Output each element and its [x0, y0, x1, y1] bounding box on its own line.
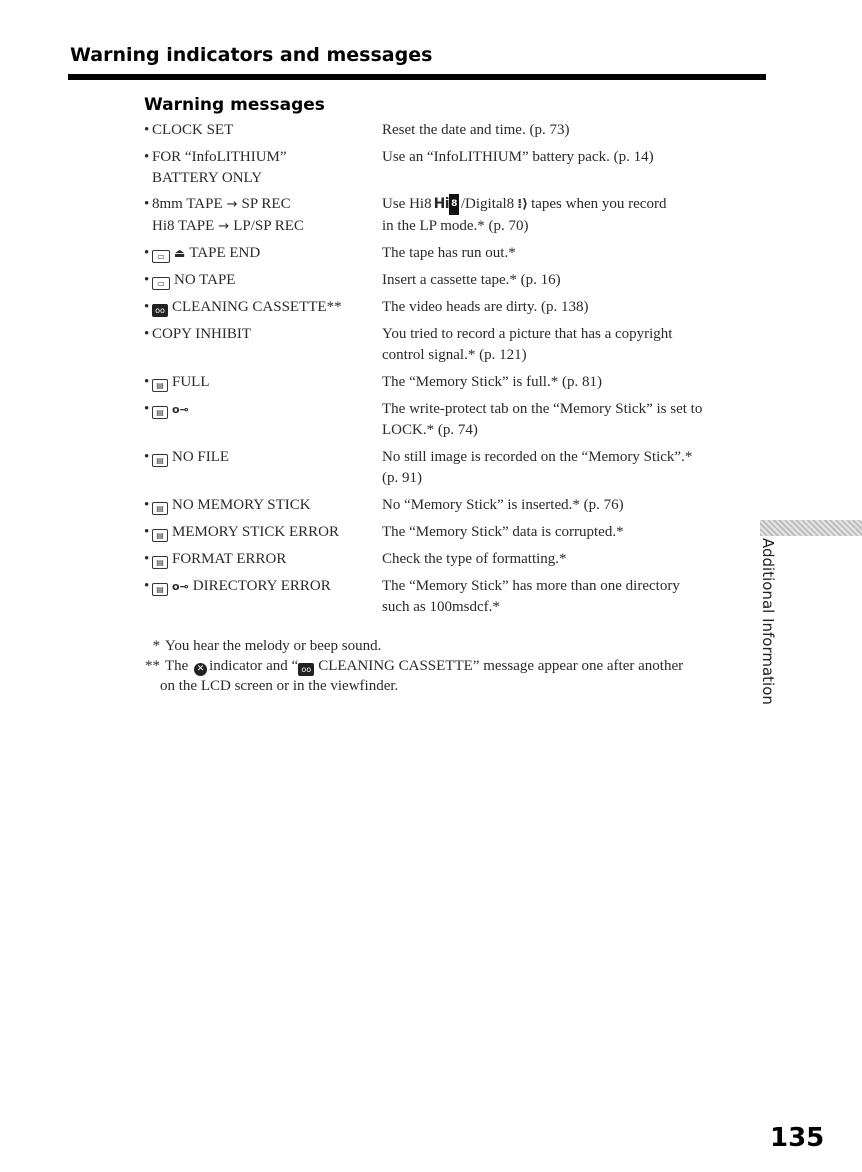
message-description: Check the type of formatting.* [382, 551, 567, 567]
arrow-right-icon: → [226, 197, 238, 212]
list-item [144, 120, 764, 147]
list-item [144, 495, 764, 522]
header-rule [68, 74, 766, 80]
message-text: Hi8 TAPE [152, 217, 215, 234]
message-description: tapes when you record [531, 196, 667, 212]
message-text: TAPE END [189, 245, 261, 261]
message-description: The “Memory Stick” is full.* (p. 81) [382, 374, 602, 390]
message-description: The tape has run out.* [382, 245, 516, 261]
tape-cassette-icon: ▭ [152, 250, 170, 263]
bullet: • [144, 299, 150, 315]
list-item [144, 147, 764, 194]
message-description: Reset the date and time. (p. 73) [382, 122, 570, 138]
video-head-icon: oo [152, 304, 168, 317]
list-item [144, 549, 764, 576]
message-description: /Digital8 [460, 196, 515, 212]
message-text: CLEANING CASSETTE** [172, 299, 342, 315]
message-text: FORMAT ERROR [172, 551, 287, 567]
write-protect-key-icon: o⊸ [172, 403, 189, 416]
bullet: • [144, 449, 150, 465]
message-description: Use Hi8 [382, 196, 432, 212]
bullet: • [144, 497, 150, 513]
bullet: • [144, 149, 150, 165]
bullet: • [144, 374, 150, 390]
bullet: • [144, 578, 150, 594]
hi8-logo-icon: Hi 8 [434, 194, 459, 215]
memory-stick-icon: ▤ [152, 502, 168, 515]
message-text: NO MEMORY STICK [172, 497, 311, 513]
message-description: No “Memory Stick” is inserted.* (p. 76) [382, 497, 624, 513]
bullet: • [144, 245, 150, 261]
message-text: LP/SP REC [233, 217, 304, 234]
list-item [144, 270, 764, 297]
footnote-1: * You hear the melody or beep sound. [152, 638, 382, 654]
message-description: Use an “InfoLITHIUM” battery pack. (p. 14) [382, 149, 654, 165]
side-tab-label: Additional Information [759, 538, 777, 705]
list-item [144, 243, 764, 270]
message-text: SP REC [241, 196, 291, 212]
memory-stick-icon: ▤ [152, 406, 168, 419]
memory-stick-icon: ▤ [152, 583, 168, 596]
message-text: NO TAPE [174, 272, 236, 288]
message-description: LOCK.* (p. 74) [382, 421, 478, 438]
memory-stick-icon: ▤ [152, 529, 168, 542]
bullet: • [144, 326, 150, 342]
message-description: The video heads are dirty. (p. 138) [382, 299, 589, 315]
message-text: NO FILE [172, 449, 230, 465]
list-item [144, 447, 764, 495]
bullet: • [144, 122, 150, 138]
message-description: control signal.* (p. 121) [382, 346, 527, 363]
message-text: 8mm TAPE [152, 196, 223, 212]
list-item [144, 399, 764, 447]
bullet: • [144, 524, 150, 540]
write-protect-key-icon: o⊸ [172, 580, 189, 593]
message-text: BATTERY ONLY [152, 169, 263, 186]
footnotes [144, 636, 784, 696]
footnote-2: ** The ✕ indicator and “ oo CLEANING CASSETTE” message appear one after another [145, 658, 684, 674]
section-tab-marker [760, 520, 862, 536]
bullet: • [144, 551, 150, 567]
warning-x-icon: ✕ [194, 663, 207, 676]
bullet: • [144, 401, 150, 417]
eject-icon: ⏏ [174, 246, 186, 260]
page-number: 135 [770, 1123, 825, 1153]
section-title: Warning messages [144, 95, 325, 115]
tape-cassette-icon: ▭ [152, 277, 170, 290]
message-description: (p. 91) [382, 469, 422, 486]
message-description: such as 100msdcf.* [382, 598, 500, 615]
message-description: The “Memory Stick” has more than one directory [382, 578, 680, 594]
list-item [144, 324, 764, 372]
message-text: FULL [172, 374, 210, 390]
message-description: Insert a cassette tape.* (p. 16) [382, 272, 561, 288]
list-item [144, 576, 764, 624]
message-text: DIRECTORY ERROR [192, 578, 331, 594]
footnote-2-continued: on the LCD screen or in the viewfinder. [160, 678, 399, 694]
message-description: The “Memory Stick” data is corrupted.* [382, 524, 624, 540]
page-header-title: Warning indicators and messages [70, 44, 433, 66]
warning-message-list [144, 120, 764, 624]
list-item [144, 194, 764, 243]
message-text: COPY INHIBIT [152, 326, 252, 342]
message-description: No still image is recorded on the “Memory Stick”.* [382, 449, 693, 465]
bullet: • [144, 196, 150, 212]
memory-stick-icon: ▤ [152, 454, 168, 467]
message-description: The write-protect tab on the “Memory Stick” is set to [382, 401, 703, 417]
list-item [144, 522, 764, 549]
list-item [144, 372, 764, 399]
message-text: MEMORY STICK ERROR [172, 524, 339, 540]
message-text: CLOCK SET [152, 122, 234, 138]
message-description: You tried to record a picture that has a copyright [382, 326, 673, 342]
bullet: • [144, 272, 150, 288]
message-text: FOR “InfoLITHIUM” [152, 149, 287, 165]
memory-stick-icon: ▤ [152, 556, 168, 569]
list-item [144, 297, 764, 324]
digital8-logo-icon: ⁞⟩ [517, 197, 529, 212]
arrow-right-icon: → [218, 218, 230, 234]
message-description: in the LP mode.* (p. 70) [382, 217, 529, 234]
memory-stick-icon: ▤ [152, 379, 168, 392]
video-head-icon: oo [298, 663, 314, 676]
